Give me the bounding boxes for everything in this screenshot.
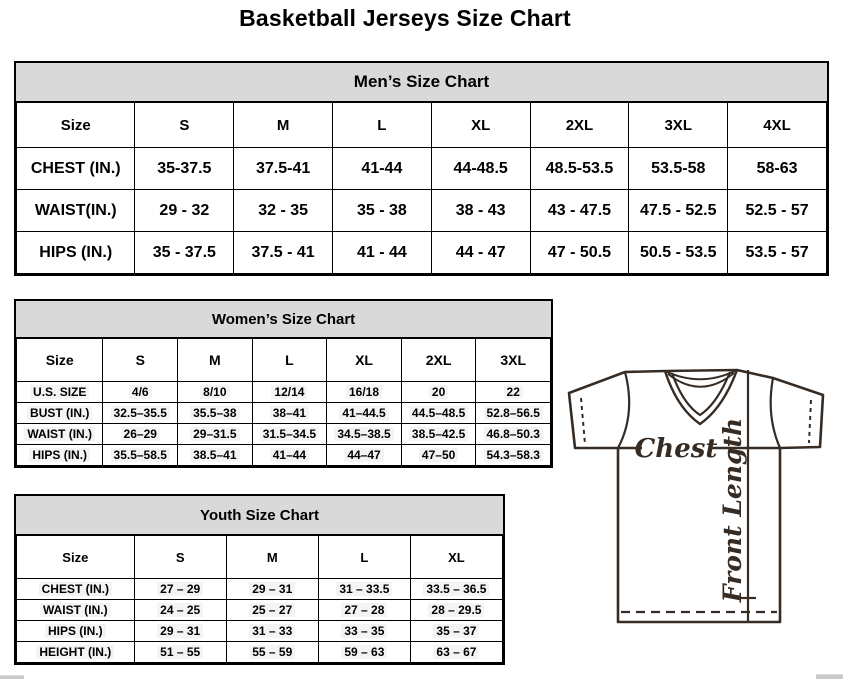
measurement-value: 35 - 37.5	[152, 243, 216, 261]
measurement-value-cell	[410, 579, 502, 600]
measurement-value: 29 – 31	[249, 582, 295, 596]
measurement-value: 51 – 55	[157, 645, 203, 659]
measurement-value: 44 - 47	[455, 243, 506, 261]
column-header-row	[17, 339, 551, 382]
size-column-header: L	[252, 339, 327, 382]
measurement-value-cell	[135, 190, 234, 232]
measurement-value: 35 - 38	[356, 201, 407, 219]
size-column-header: S	[103, 339, 178, 382]
measurement-value-cell	[178, 424, 253, 445]
measurement-value: 25 – 27	[249, 603, 295, 617]
measurement-value: 31 – 33	[249, 624, 295, 638]
jersey-outline-icon	[569, 370, 823, 622]
measurement-value: 4/6	[129, 385, 152, 399]
measurement-value: 52.5 - 57	[745, 201, 809, 219]
measurement-value: 22	[504, 385, 523, 399]
measurement-value-cell	[728, 190, 827, 232]
measurement-value: 47 - 50.5	[547, 243, 612, 261]
measurement-value-cell	[431, 232, 530, 274]
measurement-value-cell	[476, 382, 551, 403]
measurement-value-cell	[135, 148, 234, 190]
size-column-header: XL	[431, 103, 530, 148]
measurement-value: 38 - 43	[455, 201, 506, 219]
measurement-value: 59 – 63	[341, 645, 387, 659]
measurement-value: 37.5-41	[255, 159, 311, 177]
measurement-row	[17, 445, 551, 466]
measurement-value: 50.5 - 53.5	[639, 243, 717, 261]
measurement-value-cell	[134, 621, 226, 642]
measurement-value: 33.5 – 36.5	[423, 582, 489, 596]
measurement-value-cell	[401, 445, 476, 466]
measurement-row	[17, 424, 551, 445]
measurement-value-cell	[252, 403, 327, 424]
size-column-header: S	[135, 103, 234, 148]
measurement-value: 38.5–41	[190, 448, 239, 462]
measurement-value-cell	[103, 424, 178, 445]
size-header-cell: Size	[17, 339, 103, 382]
measurement-value-cell	[530, 190, 629, 232]
measurement-value: 44.5–48.5	[409, 406, 468, 420]
size-column-header: 2XL	[530, 103, 629, 148]
measurement-value: 32 - 35	[258, 201, 309, 219]
measurement-value: 24 – 25	[157, 603, 203, 617]
measurement-value-cell	[333, 232, 432, 274]
mens-chart-header: Men’s Size Chart	[16, 63, 827, 102]
measurement-value-cell	[178, 445, 253, 466]
measurement-value-cell	[333, 190, 432, 232]
column-header-row	[17, 536, 503, 579]
measurement-value: 16/18	[346, 385, 382, 399]
womens-chart-header: Women’s Size Chart	[16, 301, 551, 338]
mens-table-head	[17, 103, 827, 148]
measurement-value: 29 – 31	[157, 624, 203, 638]
measurement-value: 28 – 29.5	[428, 603, 484, 617]
size-column-header: 3XL	[476, 339, 551, 382]
measurement-value: 27 – 29	[157, 582, 203, 596]
measurement-value: 31 – 33.5	[336, 582, 392, 596]
measurement-value-cell	[327, 445, 402, 466]
measurement-row	[17, 232, 827, 274]
measurement-row	[17, 148, 827, 190]
measurement-value-cell	[629, 232, 728, 274]
measurement-row	[17, 621, 503, 642]
measurement-value-cell	[226, 642, 318, 663]
measurement-value: 63 – 67	[433, 645, 479, 659]
measurement-value-cell	[410, 621, 502, 642]
size-header-cell: Size	[17, 103, 135, 148]
mens-size-chart	[14, 61, 829, 276]
measurement-value-cell	[134, 579, 226, 600]
measurement-value-cell	[252, 424, 327, 445]
measurement-value-cell	[226, 579, 318, 600]
measurement-value: 38.5–42.5	[409, 427, 468, 441]
measurement-value: 43 - 47.5	[547, 201, 612, 219]
scrollbar-fragment-right[interactable]	[816, 674, 843, 679]
measurement-value-cell	[629, 148, 728, 190]
measurement-label: WAIST(IN.)	[34, 201, 117, 219]
measurement-label-cell	[17, 424, 103, 445]
scrollbar-fragment-left[interactable]	[0, 675, 24, 679]
measurement-value: 29 - 32	[159, 201, 210, 219]
measurement-value-cell	[629, 190, 728, 232]
measurement-label: BUST (IN.)	[27, 406, 92, 420]
measurement-value: 55 – 59	[249, 645, 295, 659]
measurement-row	[17, 190, 827, 232]
measurement-value-cell	[318, 642, 410, 663]
mens-table-body	[17, 148, 827, 274]
measurement-value-cell	[327, 424, 402, 445]
measurement-value-cell	[318, 579, 410, 600]
measurement-value: 48.5-53.5	[545, 159, 614, 177]
measurement-value-cell	[327, 382, 402, 403]
measurement-value: 41–44	[270, 448, 309, 462]
measurement-row	[17, 382, 551, 403]
measurement-value: 44–47	[344, 448, 383, 462]
measurement-label-cell	[17, 445, 103, 466]
jersey-measurement-diagram	[551, 352, 843, 637]
measurement-value-cell	[226, 600, 318, 621]
measurement-value: 54.3–58.3	[484, 448, 543, 462]
measurement-value-cell	[234, 232, 333, 274]
measurement-label-cell	[17, 382, 103, 403]
measurement-value: 52.8–56.5	[484, 406, 543, 420]
measurement-label: HEIGHT (IN.)	[36, 645, 114, 659]
measurement-value-cell	[252, 382, 327, 403]
measurement-value-cell	[476, 424, 551, 445]
measurement-row	[17, 579, 503, 600]
measurement-value-cell	[103, 403, 178, 424]
measurement-value-cell	[728, 232, 827, 274]
measurement-label: WAIST (IN.)	[24, 427, 95, 441]
measurement-value-cell	[103, 382, 178, 403]
measurement-label: HIPS (IN.)	[45, 624, 106, 638]
measurement-value: 20	[429, 385, 448, 399]
size-column-header: M	[234, 103, 333, 148]
youth-chart-header: Youth Size Chart	[16, 496, 503, 535]
measurement-value: 33 – 35	[341, 624, 387, 638]
measurement-value: 32.5–35.5	[111, 406, 170, 420]
measurement-value: 41-44	[361, 159, 403, 177]
measurement-value-cell	[226, 621, 318, 642]
size-column-header: M	[178, 339, 253, 382]
measurement-label-cell	[17, 579, 135, 600]
measurement-value: 53.5-58	[651, 159, 706, 177]
measurement-value-cell	[401, 403, 476, 424]
measurement-value-cell	[327, 403, 402, 424]
youth-size-chart	[14, 494, 505, 665]
measurement-label-cell	[17, 148, 135, 190]
measurement-value-cell	[234, 190, 333, 232]
column-header-row	[17, 103, 827, 148]
womens-table-head	[17, 339, 551, 382]
measurement-value: 35 – 37	[433, 624, 479, 638]
measurement-row	[17, 642, 503, 663]
measurement-value-cell	[431, 190, 530, 232]
measurement-value-cell	[530, 148, 629, 190]
measurement-row	[17, 403, 551, 424]
measurement-value-cell	[234, 148, 333, 190]
measurement-value: 46.8–50.3	[484, 427, 543, 441]
size-column-header: XL	[410, 536, 502, 579]
measurement-label: U.S. SIZE	[30, 385, 89, 399]
measurement-value: 58-63	[756, 159, 798, 177]
measurement-value: 35.5–58.5	[111, 448, 170, 462]
measurement-value-cell	[728, 148, 827, 190]
size-column-header: L	[333, 103, 432, 148]
measurement-value-cell	[318, 600, 410, 621]
measurement-value: 38–41	[270, 406, 309, 420]
measurement-value-cell	[333, 148, 432, 190]
measurement-value-cell	[178, 403, 253, 424]
measurement-value-cell	[178, 382, 253, 403]
measurement-label: HIPS (IN.)	[39, 243, 113, 261]
chest-label: Chest	[634, 434, 718, 464]
measurement-label: HIPS (IN.)	[29, 448, 90, 462]
measurement-value: 34.5–38.5	[334, 427, 393, 441]
size-column-header: XL	[327, 339, 402, 382]
measurement-value-cell	[401, 382, 476, 403]
measurement-value-cell	[135, 232, 234, 274]
measurement-value: 44-48.5	[453, 159, 508, 177]
measurement-label-cell	[17, 403, 103, 424]
measurement-value-cell	[134, 642, 226, 663]
womens-table-body	[17, 382, 551, 466]
size-column-header: 4XL	[728, 103, 827, 148]
measurement-label: WAIST (IN.)	[40, 603, 111, 617]
size-column-header: M	[226, 536, 318, 579]
measurement-label-cell	[17, 642, 135, 663]
measurement-value: 41 - 44	[356, 243, 407, 261]
size-column-header: S	[134, 536, 226, 579]
size-column-header: L	[318, 536, 410, 579]
measurement-value: 27 – 28	[341, 603, 387, 617]
womens-size-table	[16, 338, 551, 466]
measurement-value-cell	[318, 621, 410, 642]
measurement-value-cell	[410, 642, 502, 663]
measurement-value: 29–31.5	[190, 427, 239, 441]
measurement-value: 35-37.5	[157, 159, 212, 177]
measurement-label: CHEST (IN.)	[30, 159, 121, 177]
measurement-value-cell	[134, 600, 226, 621]
youth-table-body	[17, 579, 503, 663]
measurement-value: 41–44.5	[339, 406, 388, 420]
measurement-value: 47–50	[419, 448, 458, 462]
front-length-label: Front Length	[718, 417, 747, 603]
measurement-value-cell	[431, 148, 530, 190]
measurement-value-cell	[476, 445, 551, 466]
youth-size-table	[16, 535, 503, 663]
measurement-value: 35.5–38	[190, 406, 239, 420]
page-title: Basketball Jerseys Size Chart	[239, 5, 571, 31]
measurement-value: 47.5 - 52.5	[639, 201, 717, 219]
measurement-value-cell	[530, 232, 629, 274]
measurement-value: 31.5–34.5	[260, 427, 319, 441]
measurement-value: 37.5 - 41	[251, 243, 315, 261]
size-column-header: 2XL	[401, 339, 476, 382]
measurement-value-cell	[103, 445, 178, 466]
size-header-cell: Size	[17, 536, 135, 579]
measurement-value-cell	[401, 424, 476, 445]
measurement-label-cell	[17, 621, 135, 642]
measurement-label-cell	[17, 600, 135, 621]
measurement-label: CHEST (IN.)	[39, 582, 112, 596]
measurement-label-cell	[17, 190, 135, 232]
measurement-value-cell	[476, 403, 551, 424]
measurement-label-cell	[17, 232, 135, 274]
measurement-value: 53.5 - 57	[745, 243, 809, 261]
measurement-value: 8/10	[200, 385, 229, 399]
measurement-value: 26–29	[121, 427, 160, 441]
measurement-row	[17, 600, 503, 621]
measurement-value-cell	[410, 600, 502, 621]
measurement-value-cell	[252, 445, 327, 466]
womens-size-chart	[14, 299, 553, 468]
mens-size-table	[16, 102, 827, 274]
measurement-value: 12/14	[271, 385, 307, 399]
youth-table-head	[17, 536, 503, 579]
size-column-header: 3XL	[629, 103, 728, 148]
